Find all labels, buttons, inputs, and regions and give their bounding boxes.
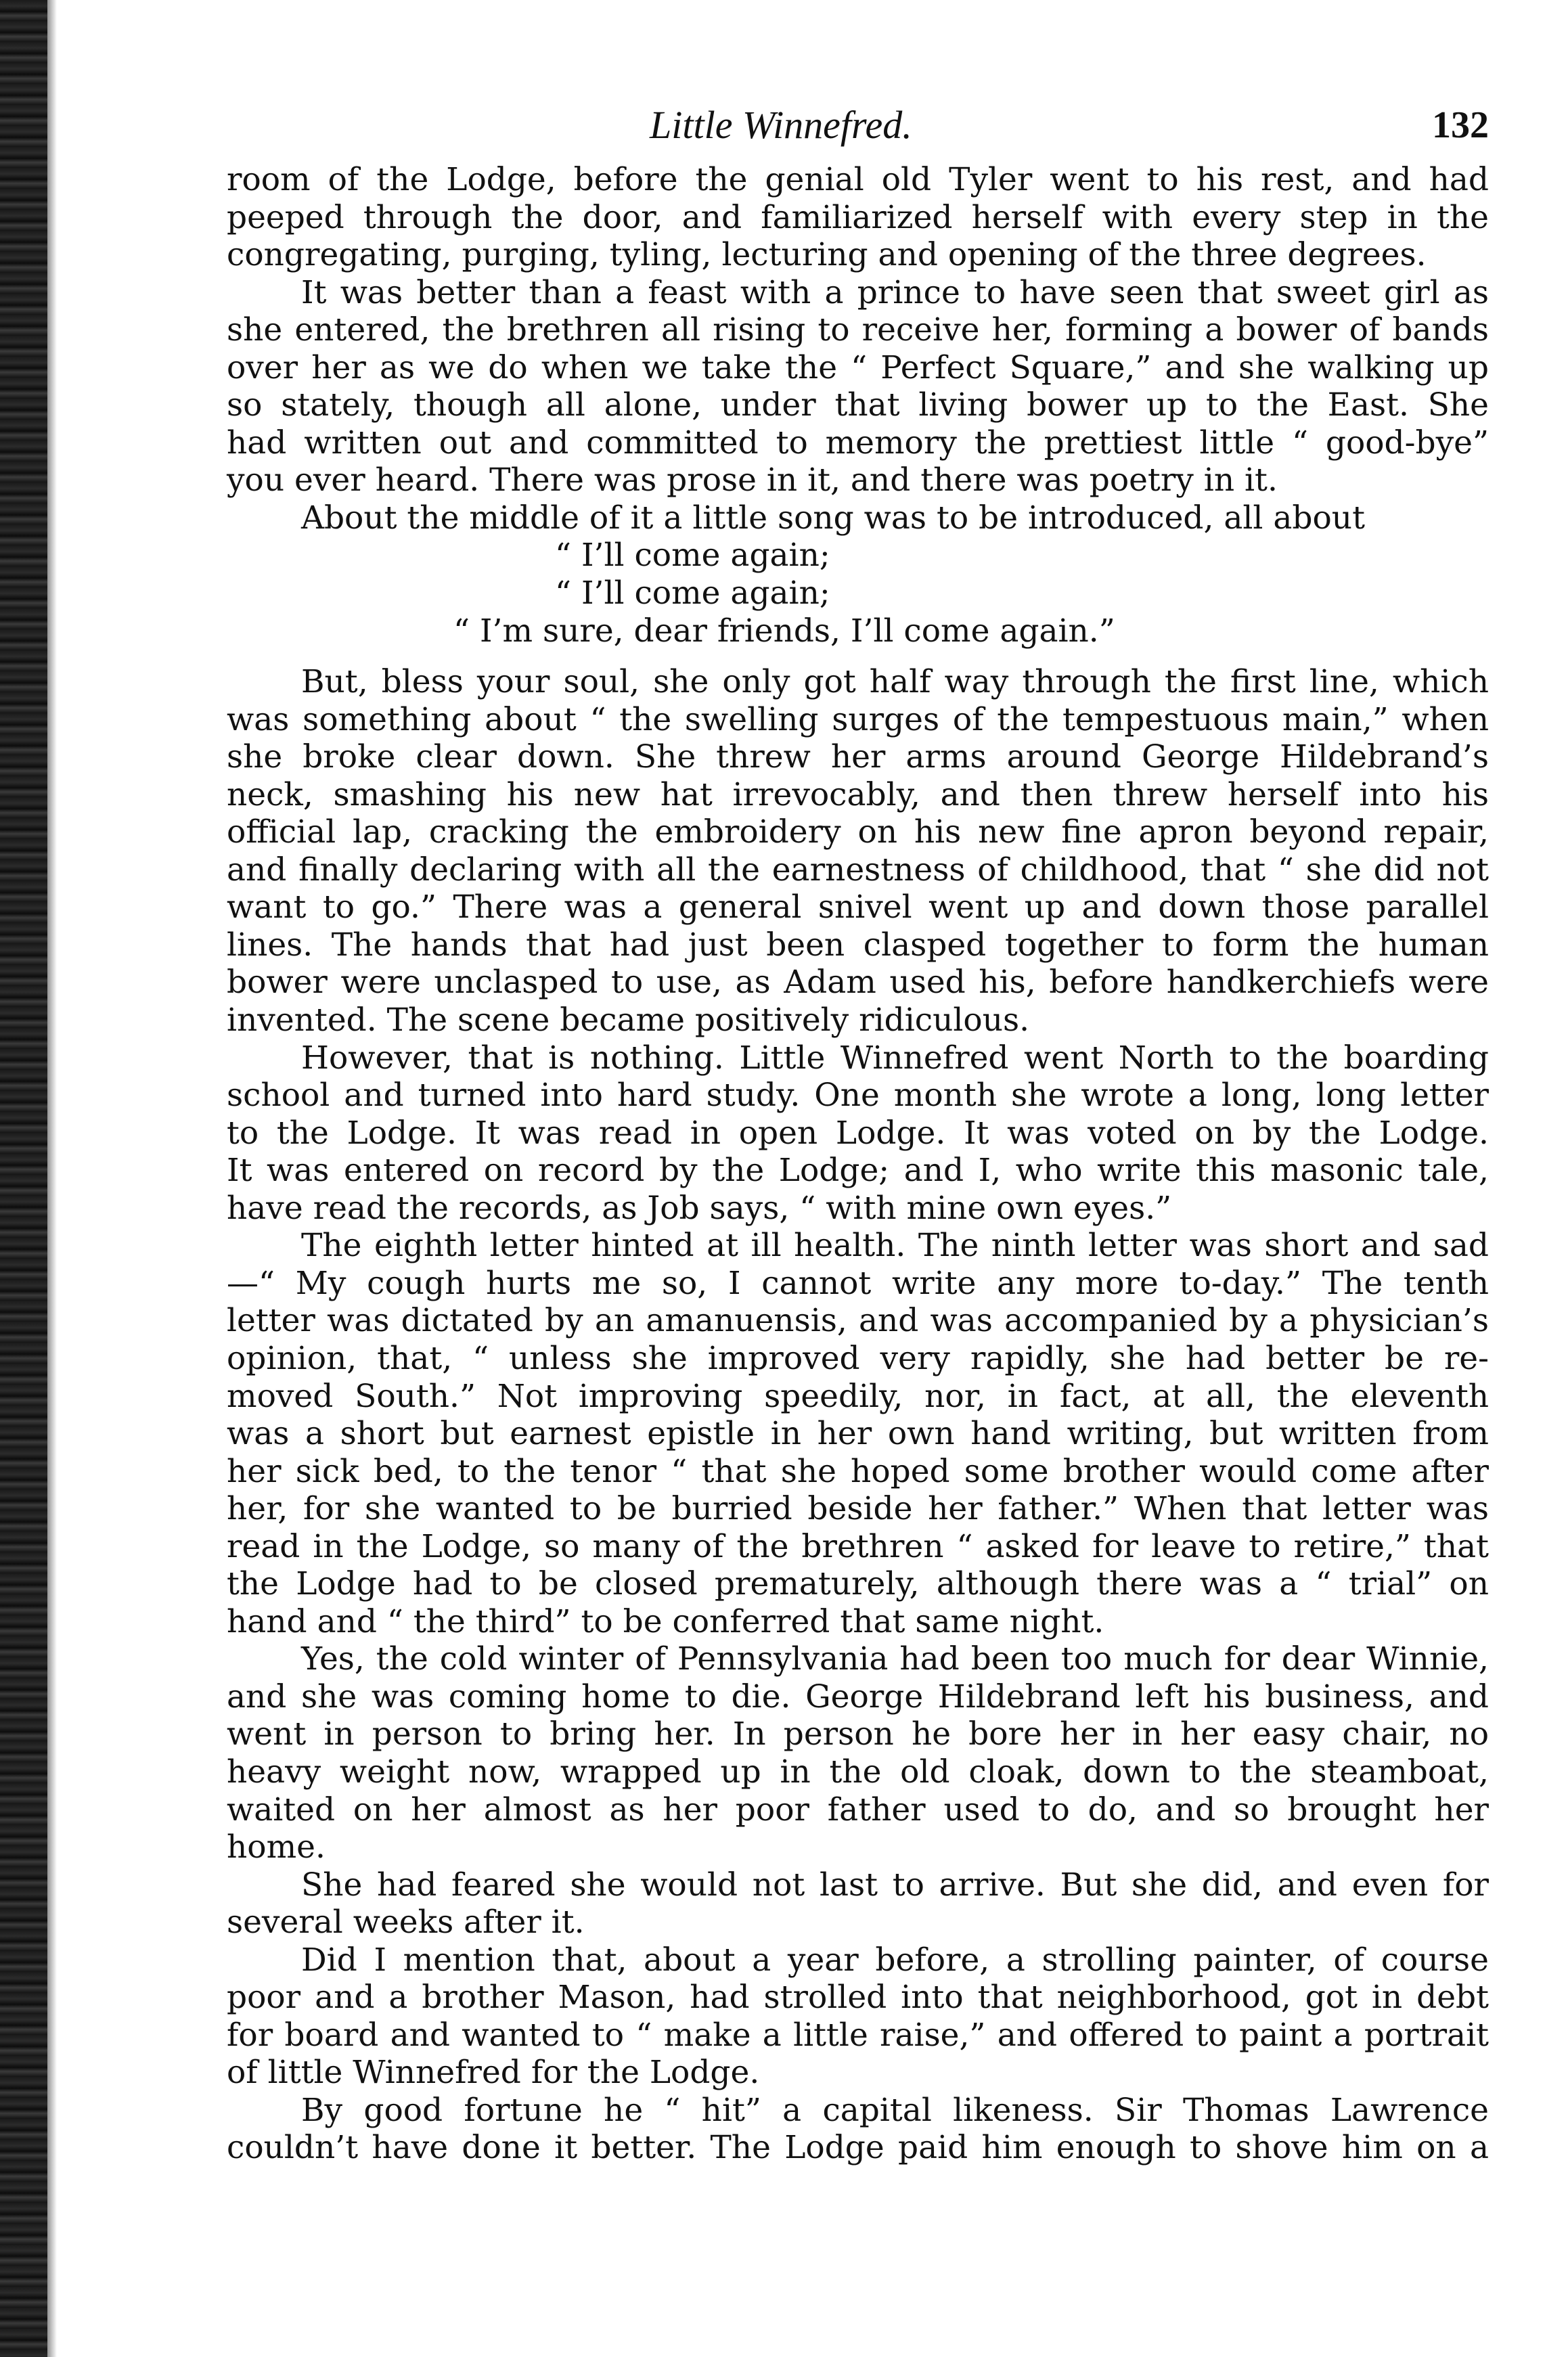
text-line: bower were unclasped to use, as Adam used his, before handkerchiefs were bbox=[227, 964, 1489, 1002]
text-line: lines. The hands that had just been clasped together to form the human bbox=[227, 926, 1489, 964]
text-line: It was better than a feast with a prince to have seen that sweet girl as bbox=[301, 273, 1489, 311]
text-line: The eighth letter hinted at ill health. The ninth letter was short and sad bbox=[301, 1227, 1489, 1265]
text-line: But, bless your soul, she only got half way through the first line, which bbox=[301, 663, 1489, 701]
page-number: 132 bbox=[1432, 104, 1489, 146]
text-line: opinion, that, “ unless she improved very rapidly, she had better be re- bbox=[227, 1339, 1489, 1377]
text-line: However, that is nothing. Little Winnefred went North to the boarding bbox=[301, 1039, 1489, 1077]
text-line: want to go.” There was a general snivel went up and down those parallel bbox=[227, 889, 1489, 926]
text-line: official lap, cracking the embroidery on his new fine apron beyond repair, bbox=[227, 813, 1489, 851]
text-line: of little Winnefred for the Lodge. bbox=[227, 2054, 760, 2092]
text-line: over her as we do when we take the “ Perfect Square,” and she walking up bbox=[227, 349, 1489, 386]
page-header bbox=[227, 102, 1489, 149]
text-line: several weeks after it. bbox=[227, 1904, 585, 1941]
verse-line: “ I’ll come again; bbox=[555, 537, 830, 575]
text-line: had written out and committed to memory the prettiest little “ good-bye” bbox=[227, 424, 1489, 462]
text-line: congregating, purging, tyling, lecturing and opening of the three degrees. bbox=[227, 236, 1427, 274]
text-line: letter was dictated by an amanuensis, and was accompanied by a physician’s bbox=[227, 1302, 1489, 1340]
text-line: peeped through the door, and familiarized herself with every step in the bbox=[227, 198, 1489, 236]
text-line: poor and a brother Mason, had strolled into that neighborhood, got in debt bbox=[227, 1979, 1489, 2017]
text-line: her sick bed, to the tenor “ that she hoped some brother would come after bbox=[227, 1452, 1489, 1490]
running-title: Little Winnefred. bbox=[650, 103, 912, 147]
text-line: read in the Lodge, so many of the brethren “ asked for leave to retire,” that bbox=[227, 1527, 1489, 1565]
text-line: She had feared she would not last to arrive. But she did, and even for bbox=[301, 1866, 1489, 1904]
text-line: couldn’t have done it better. The Lodge paid him enough to shove him on a bbox=[227, 2129, 1489, 2167]
text-line: to the Lodge. It was read in open Lodge. It was voted on by the Lodge. bbox=[227, 1114, 1489, 1152]
text-line: moved South.” Not improving speedily, nor, in fact, at all, the eleventh bbox=[227, 1377, 1489, 1415]
text-line: neck, smashing his new hat irrevocably, and then threw herself into his bbox=[227, 776, 1489, 813]
text-line: invented. The scene became positively ridiculous. bbox=[227, 1002, 1030, 1039]
text-line: you ever heard. There was prose in it, and there was poetry in it. bbox=[227, 462, 1278, 499]
text-line: About the middle of it a little song was to be introduced, all about bbox=[301, 499, 1365, 537]
text-line: and she was coming home to die. George Hildebrand left his business, and bbox=[227, 1678, 1489, 1715]
text-line: so stately, though all alone, under that living bower up to the East. She bbox=[227, 386, 1489, 424]
text-line: have read the records, as Job says, “ with mine own eyes.” bbox=[227, 1189, 1172, 1227]
text-line: hand and “ the third” to be conferred that same night. bbox=[227, 1602, 1104, 1640]
text-line: was a short but earnest epistle in her own hand writing, but written from bbox=[227, 1415, 1489, 1453]
text-line: By good fortune he “ hit” a capital likeness. Sir Thomas Lawrence bbox=[301, 2091, 1489, 2129]
text-line: heavy weight now, wrapped up in the old cloak, down to the steamboat, bbox=[227, 1753, 1489, 1791]
text-line: went in person to bring her. In person he bore her in her easy chair, no bbox=[227, 1715, 1489, 1753]
verse-line: “ I’ll come again; bbox=[555, 575, 830, 612]
stanza-gap bbox=[227, 650, 1489, 663]
text-line: for board and wanted to “ make a little raise,” and offered to paint a portrait bbox=[227, 2016, 1489, 2054]
text-line: was something about “ the swelling surges of the tempestuous main,” when bbox=[227, 700, 1489, 738]
text-line: home. bbox=[227, 1828, 326, 1866]
text-line: she entered, the brethren all rising to receive her, forming a bower of bands bbox=[227, 311, 1489, 349]
text-line: Did I mention that, about a year before, a strolling painter, of course bbox=[301, 1941, 1489, 1979]
text-line: school and turned into hard study. One month she wrote a long, long letter bbox=[227, 1077, 1489, 1115]
text-line: It was entered on record by the Lodge; and I, who write this masonic tale, bbox=[227, 1152, 1489, 1190]
text-line: —“ My cough hurts me so, I cannot write any more to-day.” The tenth bbox=[227, 1264, 1489, 1302]
scanned-book-spine bbox=[0, 0, 47, 2357]
body-text bbox=[227, 161, 1489, 2167]
text-line: the Lodge had to be closed prematurely, although there was a “ trial” on bbox=[227, 1565, 1489, 1603]
text-line: Yes, the cold winter of Pennsylvania had been too much for dear Winnie, bbox=[301, 1640, 1489, 1678]
text-line: and finally declaring with all the earnestness of childhood, that “ she did not bbox=[227, 851, 1489, 889]
text-line: she broke clear down. She threw her arms around George Hildebrand’s bbox=[227, 738, 1489, 776]
verse-line: “ I’m sure, dear friends, I’ll come again.” bbox=[453, 612, 1115, 650]
text-line: room of the Lodge, before the genial old Tyler went to his rest, and had bbox=[227, 161, 1489, 198]
text-line: waited on her almost as her poor father used to do, and so brought her bbox=[227, 1791, 1489, 1828]
text-line: her, for she wanted to be burried beside her father.” When that letter was bbox=[227, 1490, 1489, 1528]
